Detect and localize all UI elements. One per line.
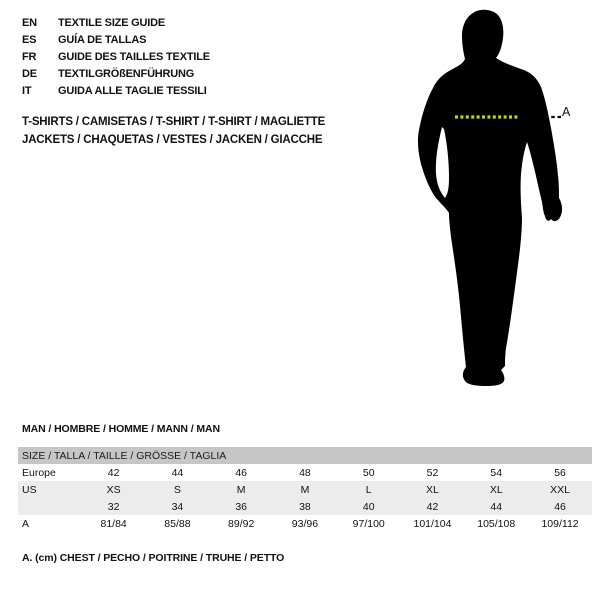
size-cell: 97/100 [352,517,385,530]
size-cell: 36 [209,498,273,515]
size-cell: 101/104 [413,517,452,530]
language-row-en [22,15,210,32]
language-row-it [22,83,210,100]
measure-label-a: A [562,105,571,119]
size-table [18,447,592,532]
size-cell: 54 [490,466,503,479]
man-silhouette [405,0,600,400]
size-table-header: SIZE / TALLA / TAILLE / GRÖSSE / TAGLIA [18,447,592,464]
size-cell: 40 [337,498,401,515]
man-body-path [418,10,562,386]
category-list [22,113,325,149]
figure-caption: MAN / HOMBRE / HOMME / MANN / MAN [22,423,220,435]
size-cell: 85/88 [164,517,191,530]
size-cell: 46 [235,466,248,479]
size-cell: 32 [82,498,146,515]
row-label: US [18,481,82,498]
language-title: TEXTILE SIZE GUIDE [58,17,166,29]
language-title: TEXTILGRÖßENFÜHRUNG [58,68,195,80]
man-figure [405,0,600,400]
language-code: IT [22,85,32,97]
size-cell: 44 [171,466,184,479]
language-title: GUIDE DES TAILLES TEXTILE [58,51,210,63]
size-cell: M [209,481,273,498]
size-cell: L [337,481,401,498]
size-cell: 44 [464,498,528,515]
language-code: DE [22,68,37,80]
row-label [18,498,82,515]
language-title: GUÍA DE TALLAS [58,34,147,46]
language-list [22,15,210,100]
size-cell: 42 [107,466,120,479]
size-table-header-row [18,447,592,464]
size-cell: 81/84 [100,517,127,530]
size-cell: 42 [401,498,465,515]
size-cell: 50 [362,466,375,479]
language-row-de [22,66,210,83]
row-label: A [22,517,30,530]
row-label: Europe [22,466,56,479]
measurement-footnote: A. (cm) CHEST / PECHO / POITRINE / TRUHE / PETTO [22,552,285,564]
size-cell: 109/112 [541,517,579,530]
language-code: FR [22,51,37,63]
size-cell: 52 [426,466,439,479]
table-row-numeric [18,498,592,515]
size-cell: XL [401,481,465,498]
table-row-us [18,481,592,498]
size-cell: 38 [273,498,337,515]
category-jackets: JACKETS / CHAQUETAS / VESTES / JACKEN / GIACCHE [22,134,323,146]
size-cell: 48 [299,466,311,479]
language-code: EN [22,17,37,29]
category-tshirts: T-SHIRTS / CAMISETAS / T-SHIRT / T-SHIRT / MAGLIETTE [22,116,326,128]
size-cell: S [146,481,210,498]
language-row-es [22,32,210,49]
size-cell: 56 [554,466,566,479]
language-code: ES [22,34,37,46]
table-row-europe [18,464,592,481]
size-cell: 105/108 [477,517,516,530]
size-cell: XL [464,481,528,498]
language-row-fr [22,49,210,66]
size-cell: XS [82,481,146,498]
size-cell: 34 [146,498,210,515]
language-title: GUIDA ALLE TAGLIE TESSILI [58,85,207,97]
size-cell: 46 [528,498,592,515]
size-cell: 93/96 [291,517,319,530]
size-cell: M [273,481,337,498]
size-cell: XXL [528,481,592,498]
size-cell: 89/92 [228,517,255,530]
table-row-chest [18,515,592,532]
